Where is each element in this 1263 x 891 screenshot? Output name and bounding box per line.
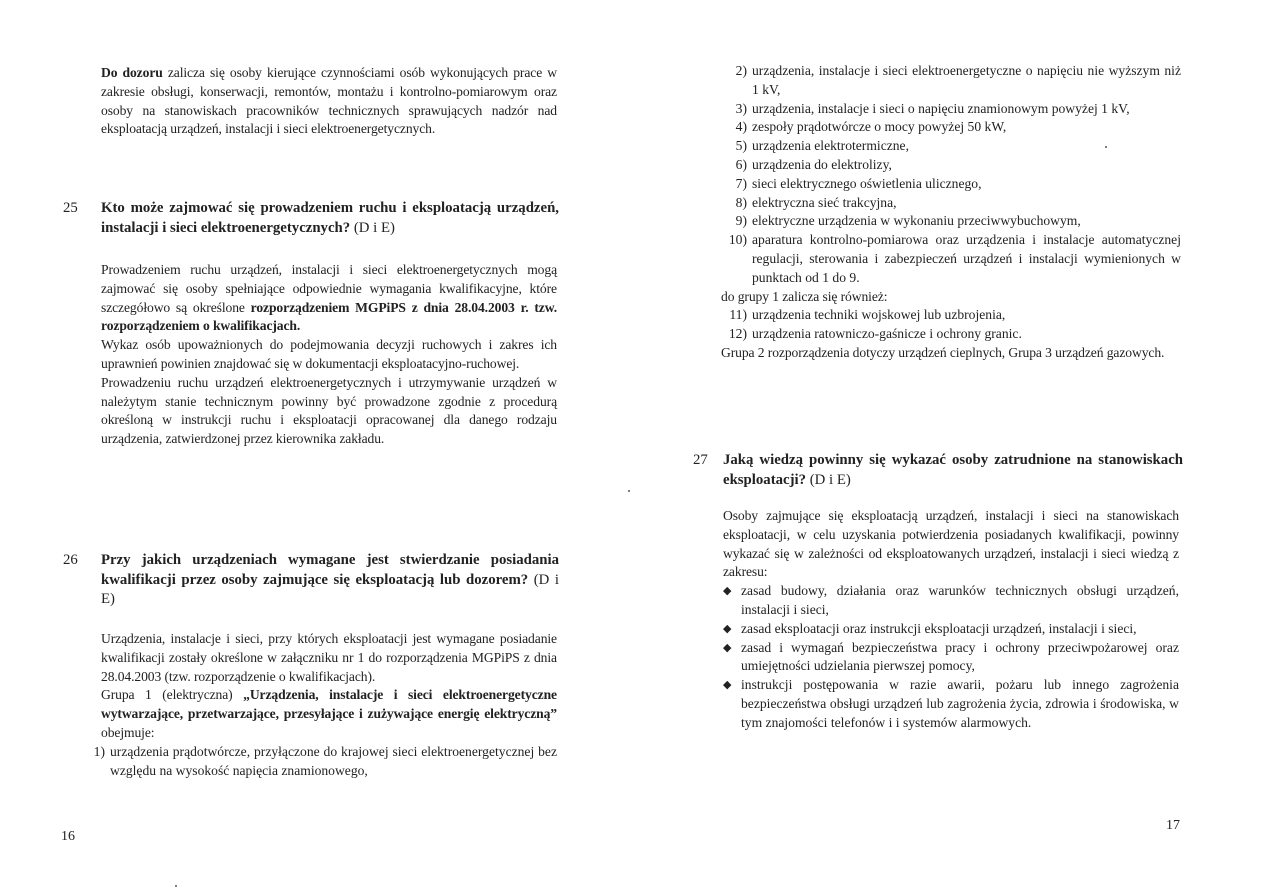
diamond-bullet-icon: ◆ xyxy=(723,585,732,598)
list-item xyxy=(719,231,1181,287)
bullet-text: zasad eksploatacji oraz instrukcji eksploatacji urządzeń, instalacji i sieci, xyxy=(741,620,1137,636)
question-number: 27 xyxy=(693,452,708,468)
list-text: sieci elektrycznego oświetlenia ulicznego, xyxy=(752,175,982,191)
list-item xyxy=(719,175,1181,194)
question-tag: (D i E) xyxy=(353,219,395,236)
answer-text: obejmuje: xyxy=(101,724,155,740)
scan-speck xyxy=(1105,146,1107,148)
answer-25-paragraph-1 xyxy=(101,261,557,336)
bullet-item xyxy=(723,639,1179,677)
answer-27 xyxy=(723,507,1179,733)
answer-text: Prowadzeniem ruchu urządzeń, instalacji i sieci elektroenergetycznych mogą zajmować się osoby spełniające odpowiednie wymagania kwalifikacyjne, które szczegółowo są określone xyxy=(101,262,557,315)
question-text xyxy=(723,451,1183,490)
question-tag: (D i E) xyxy=(809,471,851,488)
list-text: elektryczne urządzenia w wykonaniu przeciwwybuchowym, xyxy=(752,213,1081,229)
answer-25-paragraph-2: Wykaz osób upoważnionych do podejmowania decyzji ruchowych i zakres ich uprawnień powinien znajdować się w dokumentacji eksploatacyjno-ruchowej. xyxy=(101,337,557,371)
list-number: 3) xyxy=(735,100,747,116)
list-number: 5) xyxy=(735,138,747,154)
list-number: 9) xyxy=(735,213,747,229)
list-text: elektryczna sieć trakcyjna, xyxy=(752,194,897,210)
bullet-item xyxy=(723,620,1179,639)
list-item xyxy=(719,194,1181,213)
list-item xyxy=(719,118,1181,137)
diamond-bullet-icon: ◆ xyxy=(723,641,732,654)
list-item xyxy=(719,212,1181,231)
groups-note: Grupa 2 rozporządzenia dotyczy urządzeń cieplnych, Grupa 3 urządzeń gazowych. xyxy=(721,344,1165,360)
device-list-continued xyxy=(719,62,1181,363)
question-text xyxy=(101,551,559,610)
answer-text: Grupa 1 (elektryczna) xyxy=(101,687,244,703)
list-number: 11) xyxy=(729,307,747,323)
list-number: 4) xyxy=(735,119,747,135)
list-number: 7) xyxy=(735,175,747,191)
list-number: 6) xyxy=(735,156,747,172)
group-1-title: „Urządzenia, instalacje i sieci elektroenergetyczne wytwarzające, przetwarzające, przesyłające i zużywające energię elektryczną” xyxy=(101,687,557,722)
question-26-text: Przy jakich urządzeniach wymagane jest stwierdzanie posiadania kwalifikacji przez osoby zajmujące się eksploatacją lub dozorem? xyxy=(101,552,559,588)
dozor-term: Do dozoru xyxy=(101,65,163,80)
list-text: zespoły prądotwórcze o mocy powyżej 50 kW, xyxy=(752,119,1007,135)
answer-27-paragraph-1: Osoby zajmujące się eksploatacją urządzeń, instalacji i sieci na stanowiskach eksploatacji, w celu uzyskania potwierdzenia posiadanych kwalifikacji, powinny wykazać się w zależności od eksploatowanych urządzeń, instalacji i sieci wiedzą z zakresu: xyxy=(723,508,1179,580)
list-item xyxy=(719,62,1181,100)
question-26 xyxy=(63,551,559,610)
list-text: urządzenia elektrotermiczne, xyxy=(752,138,909,154)
list-text: aparatura kontrolno-pomiarowa oraz urządzenia i instalacje automatycznej regulacji, sterowania i zabezpieczeń urządzeń i instalacji wymienionych w punktach od 1 do 9. xyxy=(752,232,1181,285)
scan-speck xyxy=(175,885,177,887)
bullet-text: zasad budowy, działania oraz warunków technicznych obsługi urządzeń, instalacji i sieci, xyxy=(741,583,1179,617)
list-number: 12) xyxy=(728,326,747,342)
list-number: 10) xyxy=(728,232,747,248)
list-text: urządzenia, instalacje i sieci o napięciu znamionowym powyżej 1 kV, xyxy=(752,100,1130,116)
list-text: urządzenia ratowniczo-gaśnicze i ochrony granic. xyxy=(752,326,1022,342)
page-number: 17 xyxy=(1166,818,1180,833)
answer-26-paragraph-1: Urządzenia, instalacje i sieci, przy których eksploatacji jest wymagane posiadanie kwalifikacji zostały określone w załączniku nr 1 do rozporządzenia MGPiPS z dnia 28.04.2003 (tzw. rozporządzenie o kwalifikacjach). xyxy=(101,631,557,684)
list-item xyxy=(719,137,1181,156)
dozor-definition xyxy=(101,64,557,139)
list-item xyxy=(719,156,1181,175)
question-27-text: Jaką wiedzą powinny się wykazać osoby zatrudnione na stanowiskach eksploatacji? xyxy=(723,452,1183,488)
list-text: urządzenia, instalacje i sieci elektroenergetyczne o napięciu nie wyższym niż 1 kV, xyxy=(752,63,1181,97)
bullet-text: zasad i wymagań bezpieczeństwa pracy i ochrony przeciwpożarowej oraz umiejętności udzielania pierwszej pomocy, xyxy=(741,639,1179,674)
question-25-text: Kto może zajmować się prowadzeniem ruchu i eksploatacją urządzeń, instalacji i sieci elektroenergetycznych? xyxy=(101,200,559,236)
group-1-also-label: do grupy 1 zalicza się również: xyxy=(721,288,888,304)
list-number: 2) xyxy=(735,63,747,78)
question-tag: (D i E) xyxy=(101,571,559,608)
list-number: 8) xyxy=(735,194,747,210)
answer-25-paragraph-3: Prowadzeniu ruchu urządzeń elektroenergetycznych i utrzymywanie urządzeń w należytym stanie technicznym powinny być prowadzone zgodnie z procedurą określoną w instrukcji ruchu i eksploatacji opracowanej dla danego rodzaju urządzenia, zatwierdzonej przez kierownika zakładu. xyxy=(101,374,557,447)
question-27 xyxy=(693,451,1183,490)
question-number: 25 xyxy=(63,200,78,216)
diamond-bullet-icon: ◆ xyxy=(723,622,732,635)
question-25 xyxy=(63,199,559,238)
bullet-item xyxy=(723,676,1179,732)
list-number: 1) xyxy=(93,743,105,759)
answer-26 xyxy=(93,630,557,780)
list-item xyxy=(88,743,557,781)
scan-speck xyxy=(628,490,630,492)
question-text xyxy=(101,199,559,238)
diamond-bullet-icon: ◆ xyxy=(723,679,732,692)
list-item xyxy=(719,325,1181,344)
list-text: urządzenia prądotwórcze, przyłączone do krajowej sieci elektroenergetycznej bez względu na wysokość napięcia znamionowego, xyxy=(110,743,557,778)
list-text: urządzenia do elektrolizy, xyxy=(752,156,892,172)
answer-26-paragraph-2 xyxy=(101,686,557,742)
page-number: 16 xyxy=(61,829,75,844)
regulation-reference: rozporządzeniem MGPiPS z dnia 28.04.2003 r. tzw. rozporządzeniem o kwalifikacjach. xyxy=(101,299,558,334)
list-item xyxy=(719,306,1181,325)
right-page xyxy=(631,0,1263,891)
answer-25 xyxy=(101,261,557,449)
dozor-definition-text: zalicza się osoby kierujące czynnościami osób wykonujących prace w zakresie obsługi, konserwacji, remontów, montażu i kontrolno-pomiarowym oraz osoby na stanowiskach pracowników technicznych sprawujących nadzór nad eksploatacją urządzeń, instalacji i sieci elektroenergetycznych. xyxy=(101,65,557,137)
bullet-text: instrukcji postępowania w razie awarii, pożaru lub innego zagrożenia bezpieczeństwa obsługi urządzeń lub zagrożenia życia, zdrowia i środowiska, w tym znajomości telefonów i i systemów alarmowych. xyxy=(741,677,1179,730)
bullet-item xyxy=(723,582,1179,620)
list-text: urządzenia techniki wojskowej lub uzbrojenia, xyxy=(752,307,1006,323)
left-page xyxy=(0,0,631,891)
list-item xyxy=(719,100,1181,119)
question-number: 26 xyxy=(63,552,78,568)
